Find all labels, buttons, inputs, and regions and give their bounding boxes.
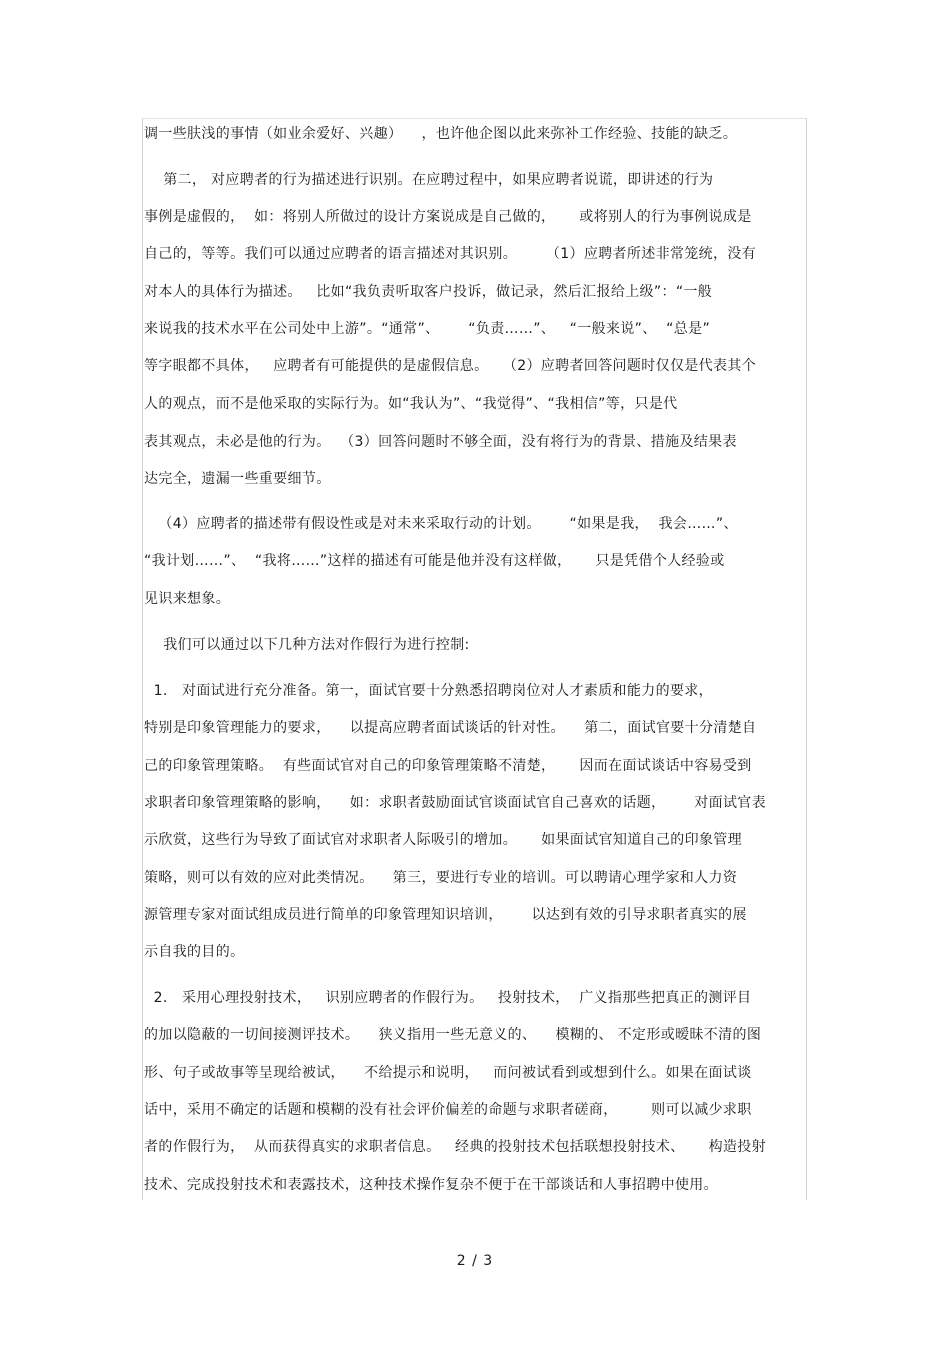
text-line: “我计划……”、 “我将……”这样的描述有可能是他并没有这样做， 只是凭借个人经验或 (144, 553, 725, 569)
text-line: 表其观点，未必是他的行为。 （3）回答问题时不够全面，没有将行为的背景、措施及结果表 (144, 434, 737, 450)
text-line: 示欣赏，这些行为导致了面试官对求职者人际吸引的增加。 如果面试官知道自己的印象管理 (144, 832, 742, 848)
text-line: 对本人的具体行为描述。 比如“我负责听取客户投诉，做记录，然后汇报给上级”：“一般 (144, 284, 713, 300)
text-line: 见识来想象。 (144, 591, 231, 607)
text-line: 己的印象管理策略。 有些面试官对自己的印象管理策略不清楚， 因而在面试谈话中容易受到 (144, 758, 752, 774)
text-line: 源管理专家对面试组成员进行简单的印象管理知识培训， 以达到有效的引导求职者真实的展 (144, 907, 747, 923)
text-line: 示自我的目的。 (144, 944, 245, 960)
page-frame-right (806, 118, 807, 1200)
text-line: 调一些肤浅的事情（如业余爱好、兴趣） ，也许他企图以此来弥补工作经验、技能的缺乏。 (144, 126, 738, 142)
text-line: 技术、完成投射技术和表露技术，这种技术操作复杂不便于在干部谈话和人事招聘中使用。 (144, 1177, 718, 1193)
text-line: 来说我的技术水平在公司处中上游”。“通常”、 “负责……”、 “一般来说”、 “总是” (144, 321, 711, 337)
text-line: 者的作假行为， 从而获得真实的求职者信息。 经典的投射技术包括联想投射技术、 构造投射 (144, 1139, 766, 1155)
text-line: 自己的，等等。我们可以通过应聘者的语言描述对其识别。 （1）应聘者所述非常笼统，没有 (144, 246, 757, 262)
text-line: 求职者印象管理策略的影响， 如：求职者鼓励面试官谈面试官自己喜欢的话题， 对面试官表 (144, 795, 766, 811)
text-line: 话中，采用不确定的话题和模糊的没有社会评价偏差的命题与求职者磋商， 则可以减少求职 (144, 1102, 752, 1118)
text-line: 等字眼都不具体， 应聘者有可能提供的是虚假信息。 （2）应聘者回答问题时仅仅是代表其个 (144, 358, 757, 374)
text-line: 我们可以通过以下几种方法对作假行为进行控制: (144, 637, 470, 653)
text-line: 策略，则可以有效的应对此类情况。 第三，要进行专业的培训。可以聘请心理学家和人力资 (144, 870, 738, 886)
text-line: 事例是虚假的， 如：将别人所做过的设计方案说成是自己做的， 或将别人的行为事例说成是 (144, 209, 752, 225)
page-frame-left (142, 118, 143, 1200)
text-line: 特别是印象管理能力的要求， 以提高应聘者面试谈话的针对性。 第二，面试官要十分清楚自 (144, 720, 757, 736)
text-line: 1. 对面试进行充分准备。第一，面试官要十分熟悉招聘岗位对人才素质和能力的要求， (144, 683, 714, 699)
text-line: 人的观点，而不是他采取的实际行为。如“我认为”、“我觉得”、“我相信”等，只是代 (144, 396, 678, 412)
text-line: （4）应聘者的描述带有假设性或是对未来采取行动的计划。 “如果是我， 我会……”、 (144, 516, 738, 532)
text-line: 2. 采用心理投射技术， 识别应聘者的作假行为。 投射技术， 广义指那些把真正的测评目 (144, 990, 752, 1006)
text-line: 形、句子或故事等呈现给被试， 不给提示和说明， 而问被试看到或想到什么。如果在面试谈 (144, 1065, 752, 1081)
page-number: 2 / 3 (456, 1253, 494, 1269)
text-line: 第二， 对应聘者的行为描述进行识别。在应聘过程中，如果应聘者说谎，即讲述的行为 (144, 172, 714, 188)
text-line: 达完全，遗漏一些重要细节。 (144, 471, 331, 487)
text-line: 的加以隐蔽的一切间接测评技术。 狭义指用一些无意义的、 模糊的、 不定形或暧昧不清的图 (144, 1027, 762, 1043)
page-frame-top (142, 118, 807, 119)
